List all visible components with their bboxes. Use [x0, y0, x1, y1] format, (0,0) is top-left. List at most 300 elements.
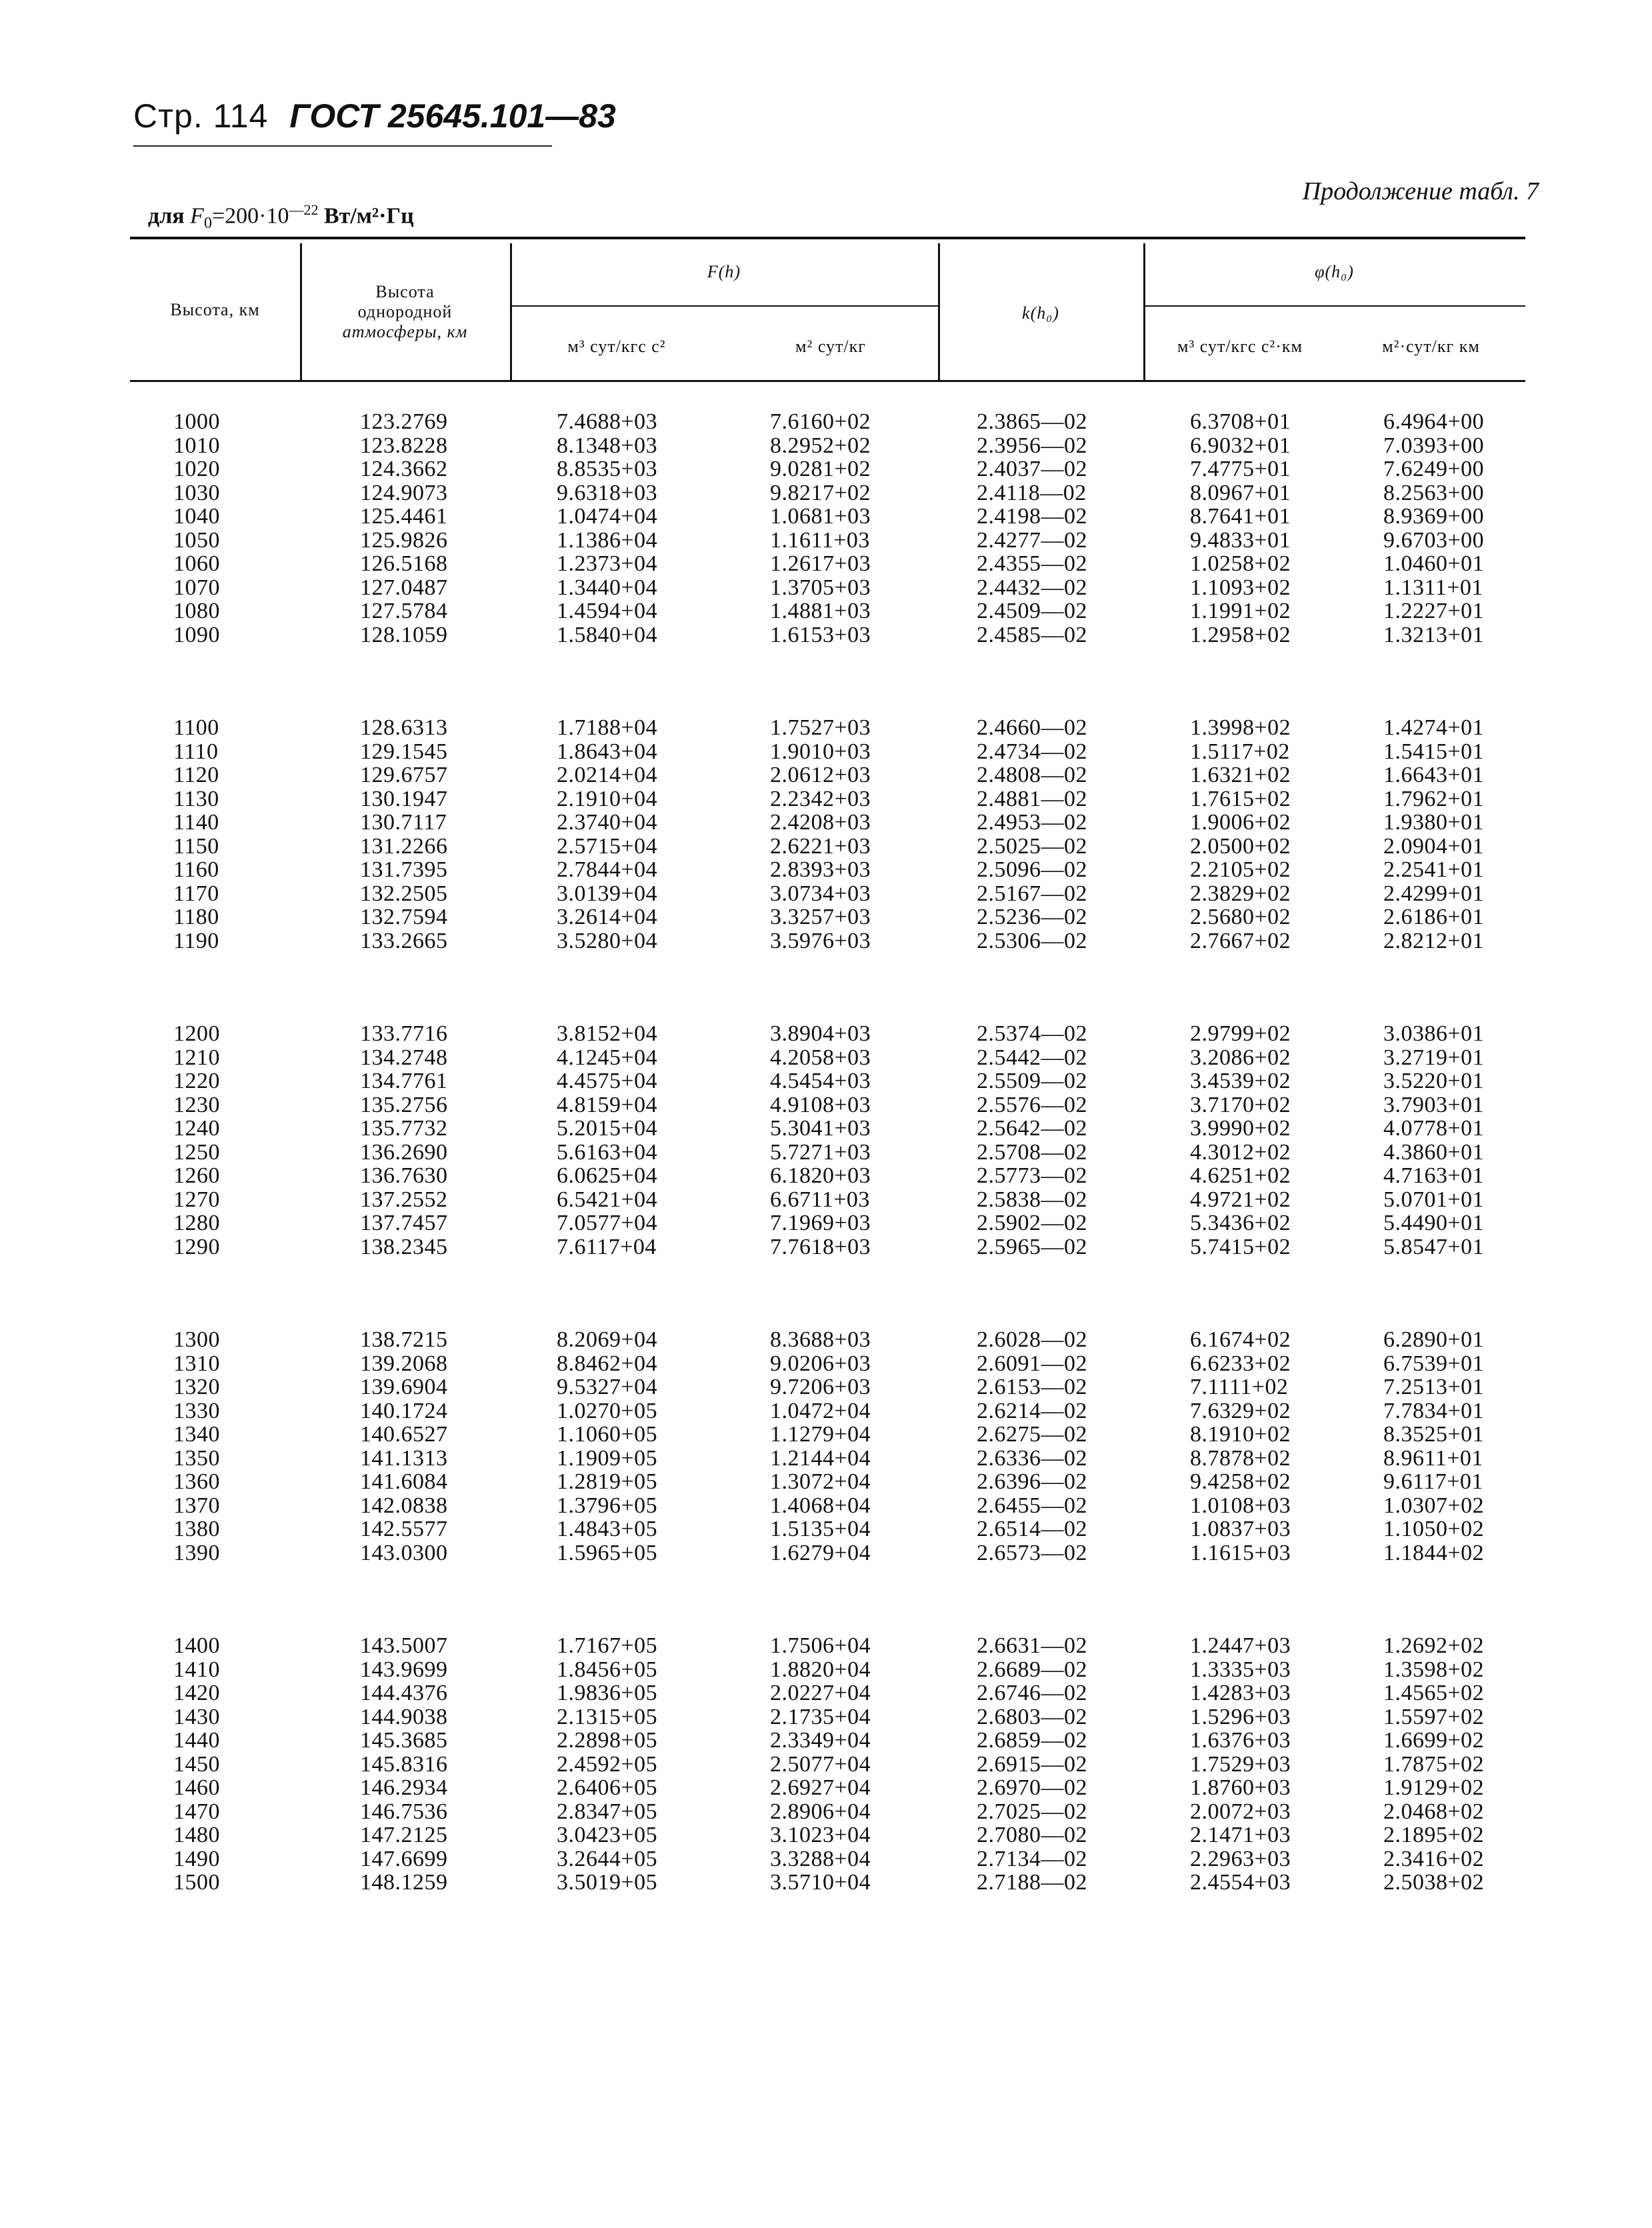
k-cell: 2.5838—02	[977, 1187, 1087, 1212]
phi-m2-cell: 1.7875+02	[1383, 1751, 1485, 1777]
condition-subscript: 0	[203, 215, 212, 233]
homogeneous-height-cell: 130.1947	[360, 786, 448, 811]
homogeneous-height-cell: 123.8228	[360, 433, 448, 458]
header-k-h0: k(h₀)	[1022, 303, 1059, 323]
table-row	[130, 1541, 1525, 1565]
F-m3-cell: 3.2644+05	[557, 1846, 658, 1871]
standard-number: ГОСТ 25645.101—83	[289, 97, 616, 135]
k-cell: 2.7188—02	[977, 1870, 1087, 1895]
height-cell: 1260	[173, 1163, 220, 1188]
table-row	[130, 481, 1525, 505]
table-row	[130, 1375, 1525, 1399]
table-row	[130, 1494, 1525, 1518]
header-phi-h0: φ(h₀)	[1315, 262, 1354, 281]
height-cell: 1010	[173, 433, 220, 458]
phi-m2-cell: 5.4490+01	[1383, 1211, 1485, 1235]
homogeneous-height-cell: 134.2748	[360, 1045, 448, 1070]
F-m2-cell: 4.9108+03	[770, 1092, 871, 1117]
homogeneous-height-cell: 148.1259	[360, 1870, 448, 1895]
height-cell: 1350	[173, 1445, 220, 1471]
table-row	[130, 434, 1525, 458]
F-m3-cell: 1.7188+04	[557, 715, 658, 740]
F-m2-cell: 6.1820+03	[770, 1163, 871, 1188]
phi-m2-cell: 1.6699+02	[1383, 1728, 1485, 1753]
F-m2-cell: 1.1611+03	[770, 527, 870, 553]
F-m3-cell: 3.5280+04	[557, 928, 658, 953]
phi-m2-cell: 1.7962+01	[1383, 786, 1485, 811]
phi-m2-cell: 7.2513+01	[1383, 1375, 1485, 1399]
k-cell: 2.6091—02	[977, 1351, 1087, 1376]
F-m3-cell: 1.1060+05	[557, 1422, 658, 1447]
F-m3-cell: 2.1910+04	[557, 786, 658, 811]
F-m3-cell: 9.5327+04	[557, 1375, 658, 1399]
header-phi-unit2: м²·сут/кг км	[1382, 337, 1480, 356]
height-cell: 1480	[173, 1823, 220, 1847]
k-cell: 2.6514—02	[977, 1517, 1087, 1541]
phi-m2-cell: 2.2541+01	[1383, 857, 1485, 882]
k-cell: 2.6573—02	[977, 1540, 1087, 1565]
homogeneous-height-cell: 140.6527	[360, 1422, 448, 1447]
homogeneous-height-cell: 127.5784	[360, 599, 448, 623]
k-cell: 2.7025—02	[977, 1799, 1087, 1824]
table-row	[130, 1847, 1525, 1871]
F-m2-cell: 4.5454+03	[770, 1069, 871, 1093]
row-group	[130, 1328, 1525, 1634]
height-cell: 1000	[173, 409, 220, 434]
k-cell: 2.5708—02	[977, 1139, 1087, 1165]
table-row	[130, 1399, 1525, 1423]
F-m2-cell: 2.5077+04	[770, 1751, 871, 1777]
F-m3-cell: 3.0423+05	[557, 1823, 658, 1847]
homogeneous-height-cell: 124.3662	[360, 457, 448, 481]
F-m3-cell: 1.2819+05	[557, 1469, 658, 1494]
F-m3-cell: 2.0214+04	[557, 763, 658, 787]
phi-m3-cell: 1.3998+02	[1190, 715, 1291, 740]
height-cell: 1430	[173, 1704, 220, 1729]
homogeneous-height-cell: 136.7630	[360, 1163, 448, 1188]
phi-m3-cell: 2.0072+03	[1190, 1799, 1291, 1824]
F-m2-cell: 3.3288+04	[770, 1846, 871, 1871]
F-m2-cell: 1.4881+03	[770, 599, 871, 623]
header-subrule	[1143, 305, 1525, 307]
F-m3-cell: 5.2015+04	[557, 1116, 658, 1141]
height-cell: 1100	[173, 715, 219, 740]
F-m2-cell: 3.8904+03	[770, 1021, 871, 1046]
table-row	[130, 811, 1525, 835]
k-cell: 2.4585—02	[977, 622, 1087, 647]
table-row	[130, 1823, 1525, 1847]
homogeneous-height-cell: 125.9826	[360, 527, 448, 553]
phi-m3-cell: 7.4775+01	[1190, 457, 1291, 481]
phi-m3-cell: 1.2958+02	[1190, 622, 1291, 647]
table-row	[130, 505, 1525, 529]
table-row	[130, 835, 1525, 859]
phi-m2-cell: 8.2563+00	[1383, 480, 1485, 505]
homogeneous-height-cell: 135.2756	[360, 1092, 448, 1117]
F-m3-cell: 2.7844+04	[557, 857, 658, 882]
F-m2-cell: 1.2617+03	[770, 551, 871, 576]
homogeneous-height-cell: 143.9699	[360, 1657, 448, 1682]
homogeneous-height-cell: 139.6904	[360, 1375, 448, 1399]
table-row	[130, 457, 1525, 481]
homogeneous-height-cell: 131.7395	[360, 857, 448, 882]
condition-symbol: F	[190, 203, 204, 229]
phi-m3-cell: 3.4539+02	[1190, 1069, 1291, 1093]
header-homogeneous-line2: однородной	[357, 302, 453, 321]
F-m3-cell: 6.5421+04	[557, 1187, 658, 1212]
height-cell: 1320	[173, 1375, 220, 1399]
F-m2-cell: 1.9010+03	[770, 739, 871, 764]
homogeneous-height-cell: 144.4376	[360, 1681, 448, 1705]
table-row	[130, 1800, 1525, 1824]
homogeneous-height-cell: 146.7536	[360, 1799, 448, 1824]
phi-m2-cell: 7.6249+00	[1383, 457, 1485, 481]
F-m2-cell: 1.0681+03	[770, 504, 871, 529]
row-group	[130, 1022, 1525, 1328]
phi-m2-cell: 4.7163+01	[1383, 1163, 1485, 1188]
height-cell: 1030	[173, 480, 220, 505]
F-m2-cell: 9.7206+03	[770, 1375, 871, 1399]
phi-m3-cell: 1.3335+03	[1190, 1657, 1291, 1682]
F-m2-cell: 5.3041+03	[770, 1116, 871, 1141]
table-row	[130, 1046, 1525, 1070]
k-cell: 2.4355—02	[977, 551, 1087, 576]
F-m2-cell: 2.6221+03	[770, 833, 871, 859]
homogeneous-height-cell: 146.2934	[360, 1775, 448, 1800]
table-continuation-label: Продолжение табл. 7	[1302, 177, 1539, 205]
phi-m3-cell: 6.9032+01	[1190, 433, 1291, 458]
phi-m3-cell: 7.1111+02	[1190, 1375, 1289, 1399]
F-m2-cell: 2.1735+04	[770, 1704, 871, 1729]
height-cell: 1110	[173, 739, 219, 764]
phi-m2-cell: 3.2719+01	[1383, 1045, 1485, 1070]
F-m2-cell: 2.8393+03	[770, 857, 871, 882]
F-m3-cell: 1.5965+05	[557, 1540, 658, 1565]
F-m2-cell: 2.6927+04	[770, 1775, 871, 1800]
F-m2-cell: 3.5710+04	[770, 1870, 871, 1895]
k-cell: 2.5167—02	[977, 881, 1087, 906]
F-m3-cell: 1.3796+05	[557, 1493, 658, 1518]
phi-m3-cell: 2.3829+02	[1190, 881, 1291, 906]
phi-m3-cell: 1.6376+03	[1190, 1728, 1291, 1753]
homogeneous-height-cell: 125.4461	[360, 504, 448, 529]
header-homogeneous-line3: атмосферы, км	[342, 322, 468, 341]
phi-m2-cell: 7.0393+00	[1383, 433, 1485, 458]
homogeneous-height-cell: 127.0487	[360, 575, 448, 600]
table-row	[130, 905, 1525, 929]
homogeneous-height-cell: 138.7215	[360, 1327, 448, 1352]
height-cell: 1180	[173, 905, 219, 929]
condition-prefix: для	[148, 203, 185, 229]
k-cell: 2.4660—02	[977, 715, 1087, 740]
page-header	[133, 97, 616, 143]
phi-m2-cell: 6.2890+01	[1383, 1327, 1485, 1352]
phi-m3-cell: 1.5117+02	[1190, 739, 1290, 764]
phi-m3-cell: 1.1093+02	[1190, 575, 1291, 600]
phi-m2-cell: 6.4964+00	[1383, 409, 1485, 434]
F-m2-cell: 1.6153+03	[770, 622, 871, 647]
k-cell: 2.6214—02	[977, 1398, 1087, 1423]
table-row	[130, 1352, 1525, 1376]
height-cell: 1190	[173, 928, 219, 953]
phi-m3-cell: 7.6329+02	[1190, 1398, 1291, 1423]
row-group	[130, 1634, 1525, 1940]
homogeneous-height-cell: 129.1545	[360, 739, 448, 764]
phi-m3-cell: 3.2086+02	[1190, 1045, 1291, 1070]
table-row	[130, 1470, 1525, 1494]
F-m3-cell: 1.9836+05	[557, 1681, 658, 1705]
header-homogeneous-line1: Высота	[375, 282, 435, 301]
homogeneous-height-cell: 133.7716	[360, 1021, 448, 1046]
phi-m2-cell: 2.6186+01	[1383, 905, 1485, 929]
k-cell: 2.4432—02	[977, 575, 1087, 600]
height-cell: 1040	[173, 504, 220, 529]
phi-m2-cell: 9.6703+00	[1383, 527, 1485, 553]
F-m3-cell: 2.1315+05	[557, 1704, 658, 1729]
k-cell: 2.5374—02	[977, 1021, 1087, 1046]
homogeneous-height-cell: 136.2690	[360, 1139, 448, 1165]
k-cell: 2.4509—02	[977, 599, 1087, 623]
homogeneous-height-cell: 143.0300	[360, 1540, 448, 1565]
height-cell: 1160	[173, 857, 219, 882]
phi-m3-cell: 4.3012+02	[1190, 1139, 1291, 1165]
k-cell: 2.6803—02	[977, 1704, 1087, 1729]
F-m2-cell: 2.0227+04	[770, 1681, 871, 1705]
table-row	[130, 576, 1525, 600]
phi-m3-cell: 2.4554+03	[1190, 1870, 1291, 1895]
table-row	[130, 929, 1525, 953]
table-top-rule	[130, 237, 1525, 239]
phi-m3-cell: 8.7878+02	[1190, 1445, 1291, 1471]
height-cell: 1130	[173, 786, 219, 811]
height-cell: 1330	[173, 1398, 220, 1423]
phi-m2-cell: 1.2692+02	[1383, 1633, 1485, 1658]
homogeneous-height-cell: 142.5577	[360, 1517, 448, 1541]
table-row	[130, 1423, 1525, 1447]
height-cell: 1280	[173, 1211, 220, 1235]
F-m2-cell: 9.0206+03	[770, 1351, 871, 1376]
header-subrule	[510, 305, 938, 307]
height-cell: 1020	[173, 457, 220, 481]
phi-m3-cell: 1.0258+02	[1190, 551, 1291, 576]
phi-m2-cell: 1.1050+02	[1383, 1517, 1485, 1541]
height-cell: 1410	[173, 1657, 220, 1682]
table-row	[130, 1164, 1525, 1188]
homogeneous-height-cell: 147.2125	[360, 1823, 448, 1847]
phi-m3-cell: 1.0108+03	[1190, 1493, 1291, 1518]
F-m3-cell: 1.8643+04	[557, 739, 658, 764]
F-m2-cell: 1.5135+04	[770, 1517, 871, 1541]
phi-m3-cell: 2.2105+02	[1190, 857, 1291, 882]
phi-m2-cell: 6.7539+01	[1383, 1351, 1485, 1376]
k-cell: 2.6631—02	[977, 1633, 1087, 1658]
k-cell: 2.6275—02	[977, 1422, 1087, 1447]
condition-units: Вт/м²·Гц	[323, 203, 414, 229]
height-cell: 1150	[173, 833, 219, 859]
F-m2-cell: 3.3257+03	[770, 905, 871, 929]
phi-m2-cell: 2.3416+02	[1383, 1846, 1485, 1871]
k-cell: 2.3865—02	[977, 409, 1087, 434]
F-m3-cell: 1.2373+04	[557, 551, 658, 576]
k-cell: 2.4037—02	[977, 457, 1087, 481]
height-cell: 1390	[173, 1540, 220, 1565]
homogeneous-height-cell: 128.1059	[360, 622, 448, 647]
F-m3-cell: 3.5019+05	[557, 1870, 658, 1895]
homogeneous-height-cell: 147.6699	[360, 1846, 448, 1871]
F-m3-cell: 8.2069+04	[557, 1327, 658, 1352]
phi-m3-cell: 1.5296+03	[1190, 1704, 1291, 1729]
phi-m3-cell: 1.7615+02	[1190, 786, 1291, 811]
F-m3-cell: 6.0625+04	[557, 1163, 658, 1188]
phi-m2-cell: 1.4565+02	[1383, 1681, 1485, 1705]
phi-m3-cell: 8.7641+01	[1190, 504, 1291, 529]
table-row	[130, 1517, 1525, 1541]
F-m2-cell: 6.6711+03	[770, 1187, 870, 1212]
table-row	[130, 529, 1525, 553]
F-m2-cell: 7.6160+02	[770, 409, 871, 434]
header-homogeneous	[300, 282, 510, 342]
height-cell: 1230	[173, 1092, 220, 1117]
k-cell: 2.4953—02	[977, 810, 1087, 835]
F-m3-cell: 4.8159+04	[557, 1092, 658, 1117]
height-cell: 1050	[173, 527, 220, 553]
k-cell: 2.4734—02	[977, 739, 1087, 764]
table-row	[130, 1681, 1525, 1705]
k-cell: 2.4881—02	[977, 786, 1087, 811]
F-m2-cell: 1.3072+04	[770, 1469, 871, 1494]
F-m3-cell: 2.6406+05	[557, 1775, 658, 1800]
k-cell: 2.4118—02	[977, 480, 1087, 505]
phi-m3-cell: 2.1471+03	[1190, 1823, 1291, 1847]
k-cell: 2.5902—02	[977, 1211, 1087, 1235]
phi-m3-cell: 1.1615+03	[1190, 1540, 1291, 1565]
height-cell: 1240	[173, 1116, 220, 1141]
homogeneous-height-cell: 137.7457	[360, 1211, 448, 1235]
table-row	[130, 552, 1525, 576]
F-m2-cell: 5.7271+03	[770, 1139, 871, 1165]
phi-m2-cell: 1.9129+02	[1383, 1775, 1485, 1800]
condition-exponent: —22	[289, 201, 319, 218]
height-cell: 1270	[173, 1187, 220, 1212]
F-m3-cell: 3.2614+04	[557, 905, 658, 929]
k-cell: 2.4808—02	[977, 763, 1087, 787]
phi-m2-cell: 1.3598+02	[1383, 1657, 1485, 1682]
height-cell: 1070	[173, 575, 220, 600]
F-m3-cell: 1.4843+05	[557, 1517, 658, 1541]
phi-m3-cell: 1.0837+03	[1190, 1517, 1291, 1541]
row-group	[130, 716, 1525, 1022]
F-m3-cell: 8.8462+04	[557, 1351, 658, 1376]
height-cell: 1210	[173, 1045, 220, 1070]
F-m2-cell: 1.6279+04	[770, 1540, 871, 1565]
phi-m3-cell: 6.6233+02	[1190, 1351, 1291, 1376]
table-row	[130, 1776, 1525, 1800]
phi-m2-cell: 1.2227+01	[1383, 599, 1485, 623]
k-cell: 2.4277—02	[977, 527, 1087, 553]
height-cell: 1460	[173, 1775, 220, 1800]
k-cell: 2.5442—02	[977, 1045, 1087, 1070]
phi-m3-cell: 1.4283+03	[1190, 1681, 1291, 1705]
k-cell: 2.5576—02	[977, 1092, 1087, 1117]
k-cell: 2.6970—02	[977, 1775, 1087, 1800]
phi-m3-cell: 9.4258+02	[1190, 1469, 1291, 1494]
phi-m3-cell: 5.7415+02	[1190, 1234, 1291, 1259]
phi-m3-cell: 2.7667+02	[1190, 928, 1291, 953]
height-cell: 1340	[173, 1422, 220, 1447]
F-m3-cell: 5.6163+04	[557, 1139, 658, 1165]
homogeneous-height-cell: 128.6313	[360, 715, 448, 740]
k-cell: 2.6336—02	[977, 1445, 1087, 1471]
phi-m3-cell: 9.4833+01	[1190, 527, 1291, 553]
k-cell: 2.6915—02	[977, 1751, 1087, 1777]
phi-m3-cell: 4.9721+02	[1190, 1187, 1291, 1212]
phi-m3-cell: 6.1674+02	[1190, 1327, 1291, 1352]
header-F-unit1: м³ сут/кгс с²	[567, 337, 666, 356]
homogeneous-height-cell: 133.2665	[360, 928, 448, 953]
F-m2-cell: 2.0612+03	[770, 763, 871, 787]
phi-m2-cell: 5.0701+01	[1383, 1187, 1485, 1212]
F-m3-cell: 7.4688+03	[557, 409, 658, 434]
phi-m3-cell: 1.1991+02	[1190, 599, 1291, 623]
phi-m3-cell: 4.6251+02	[1190, 1163, 1291, 1188]
homogeneous-height-cell: 135.7732	[360, 1116, 448, 1141]
phi-m2-cell: 1.6643+01	[1383, 763, 1485, 787]
homogeneous-height-cell: 137.2552	[360, 1187, 448, 1212]
F-m2-cell: 3.0734+03	[770, 881, 871, 906]
header-height: Высота, км	[170, 300, 260, 319]
height-cell: 1250	[173, 1139, 220, 1165]
table-row	[130, 1117, 1525, 1141]
table-row	[130, 1093, 1525, 1117]
phi-m3-cell: 2.5680+02	[1190, 905, 1291, 929]
height-cell: 1440	[173, 1728, 220, 1753]
homogeneous-height-cell: 145.3685	[360, 1728, 448, 1753]
table-row	[130, 763, 1525, 787]
header-F-unit2: м² сут/кг	[795, 337, 866, 356]
height-cell: 1300	[173, 1327, 220, 1352]
height-cell: 1090	[173, 622, 220, 647]
table-row	[130, 858, 1525, 882]
k-cell: 2.5236—02	[977, 905, 1087, 929]
homogeneous-height-cell: 130.7117	[360, 810, 447, 835]
F-m3-cell: 1.1909+05	[557, 1445, 658, 1471]
k-cell: 2.5642—02	[977, 1116, 1087, 1141]
F-m3-cell: 1.0474+04	[557, 504, 658, 529]
phi-m2-cell: 2.1895+02	[1383, 1823, 1485, 1847]
phi-m2-cell: 1.3213+01	[1383, 622, 1485, 647]
height-cell: 1290	[173, 1234, 220, 1259]
header-rule	[133, 145, 552, 147]
F-m3-cell: 2.4592+05	[557, 1751, 658, 1777]
height-cell: 1420	[173, 1681, 220, 1705]
F-m3-cell: 8.1348+03	[557, 433, 658, 458]
homogeneous-height-cell: 134.7761	[360, 1069, 448, 1093]
F-m2-cell: 2.8906+04	[770, 1799, 871, 1824]
phi-m2-cell: 8.3525+01	[1383, 1422, 1485, 1447]
height-cell: 1120	[173, 763, 219, 787]
k-cell: 2.6396—02	[977, 1469, 1087, 1494]
table-row	[130, 410, 1525, 434]
homogeneous-height-cell: 124.9073	[360, 480, 448, 505]
F-m2-cell: 2.3349+04	[770, 1728, 871, 1753]
homogeneous-height-cell: 139.2068	[360, 1351, 448, 1376]
phi-m2-cell: 3.0386+01	[1383, 1021, 1485, 1046]
F-m3-cell: 1.5840+04	[557, 622, 658, 647]
F-m2-cell: 3.1023+04	[770, 1823, 871, 1847]
phi-m2-cell: 1.5597+02	[1383, 1704, 1485, 1729]
phi-m3-cell: 2.0500+02	[1190, 833, 1291, 859]
height-cell: 1490	[173, 1846, 220, 1871]
